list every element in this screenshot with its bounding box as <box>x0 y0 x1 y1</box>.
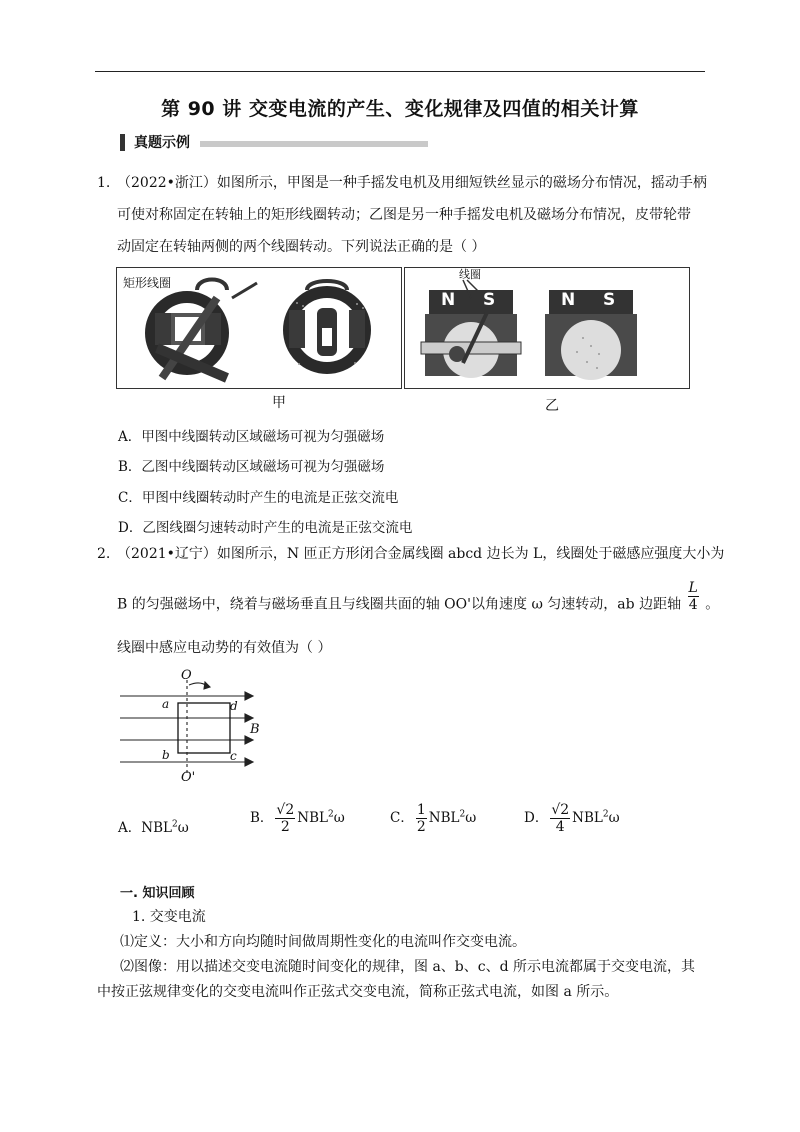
q2-option-b <box>250 803 345 834</box>
q2-number: 2. <box>97 546 111 562</box>
q2-option-a-label: A． <box>118 820 142 836</box>
q1-line3: 动固定在转轴两侧的两个线圈转动。下列说法正确的是（ ） <box>117 239 486 255</box>
section-header-label: 真题示例 <box>134 135 190 151</box>
q2-option-c-label: C． <box>390 810 414 826</box>
q1-line1: （2022•浙江）如图所示，甲图是一种手摇发电机及用细短铁丝显示的磁场分布情况，摇动手柄 <box>117 175 707 191</box>
q2-option-c-frac <box>416 803 427 834</box>
q2-line1: （2021•辽宁）如图所示，N 匝正方形闭合金属线圈 abcd 边长为 L，线圈处于磁感应强度大小为 <box>117 546 725 562</box>
q2-option-a-omega: ω <box>177 820 189 836</box>
pole-n-right: N <box>561 290 576 310</box>
q2-option-a-text: NBL <box>141 820 172 836</box>
generator-yi-drawing <box>405 268 689 388</box>
label-o: O <box>181 668 192 683</box>
caption-yi: 乙 <box>545 398 559 414</box>
q2-option-d-text: NBL <box>572 810 603 826</box>
pole-n-left: N <box>441 290 456 310</box>
page-title: 第 90 讲 交变电流的产生、变化规律及四值的相关计算 <box>161 98 639 120</box>
q2-line2-row <box>117 580 720 613</box>
q2-option-b-omega: ω <box>333 810 345 826</box>
pole-s-right: S <box>603 290 616 310</box>
q1-option-c: C．甲图中线圈转动时产生的电流是正弦交流电 <box>118 490 399 506</box>
q2-option-d <box>524 803 620 834</box>
pole-s-left: S <box>483 290 496 310</box>
q2-option-c-omega: ω <box>465 810 477 826</box>
q2-fraction <box>688 581 699 612</box>
label-b: b <box>162 748 170 762</box>
q2-option-b-label: B． <box>250 810 274 826</box>
q1-line2: 可使对称固定在转轴上的矩形线圈转动；乙图是另一种手摇发电机及磁场分布情况，皮带轮带 <box>117 207 691 223</box>
review-definition: ⑴定义：大小和方向均随时间做周期性变化的电流叫作交变电流。 <box>120 934 526 950</box>
review-item1: 1. 交变电流 <box>132 909 206 925</box>
q2-option-c-text: NBL <box>428 810 460 826</box>
q2-option-b-sup: 2 <box>327 809 334 820</box>
figure-yi <box>404 267 690 389</box>
review-image-line2: 中按正弦规律变化的交变电流叫作正弦式交变电流，简称正弦式电流，如图 a 所示。 <box>97 984 619 1000</box>
header-rule <box>95 71 705 72</box>
q2-option-c-num: 1 <box>416 802 426 818</box>
q2-option-d-num: √2 <box>551 802 570 818</box>
q2-frac-num: L <box>688 580 698 596</box>
label-c: c <box>230 749 237 763</box>
q2-option-a-sup: 2 <box>171 819 178 830</box>
review-heading: 一. 知识回顾 <box>120 886 195 901</box>
fig-jia-coil-label: 矩形线圈 <box>123 276 172 290</box>
q2-option-d-den: 4 <box>555 819 565 835</box>
figure-jia <box>116 267 402 389</box>
review-image-line1: ⑵图像：用以描述交变电流随时间变化的规律，图 a、b、c、d 所示电流都属于交变电流，其 <box>120 959 696 975</box>
section-marker <box>120 134 125 151</box>
label-o-prime: O' <box>181 770 196 785</box>
q1-number: 1. <box>97 175 111 191</box>
section-header <box>120 132 428 152</box>
q2-option-d-omega: ω <box>608 810 620 826</box>
q2-option-c-sup: 2 <box>459 809 466 820</box>
q2-option-b-num: √2 <box>276 802 295 818</box>
q1-option-b: B．乙图中线圈转动区域磁场可视为匀强磁场 <box>118 459 385 475</box>
q2-option-d-sup: 2 <box>602 809 609 820</box>
q2-line3: 线圈中感应电动势的有效值为（ ） <box>117 640 332 656</box>
q2-option-b-den: 2 <box>280 819 290 835</box>
q1-option-d: D．乙图线圈匀速转动时产生的电流是正弦交流电 <box>118 520 413 536</box>
q2-line2: B 的匀强磁场中，绕着与磁场垂直且与线圈共面的轴 OO'以角速度 ω 匀速转动，ab 边距轴 <box>117 596 682 613</box>
q2-option-b-frac <box>275 803 295 834</box>
q1-option-a: A．甲图中线圈转动区域磁场可视为匀强磁场 <box>118 429 385 445</box>
q2-frac-den: 4 <box>688 597 698 613</box>
section-rule <box>200 141 428 147</box>
q2-option-c-den: 2 <box>416 819 426 835</box>
q2-option-d-label: D． <box>524 810 549 826</box>
q2-option-d-frac <box>550 803 570 834</box>
label-d: d <box>230 699 238 713</box>
fig-yi-coil-label: 线圈 <box>459 268 481 281</box>
q2-option-a <box>118 816 189 836</box>
q2-option-b-text: NBL <box>297 810 328 826</box>
label-a: a <box>162 697 170 711</box>
caption-jia: 甲 <box>272 395 286 411</box>
q2-option-c <box>390 803 476 834</box>
label-field-b: B <box>250 722 260 737</box>
q2-line2-end: 。 <box>705 596 720 613</box>
